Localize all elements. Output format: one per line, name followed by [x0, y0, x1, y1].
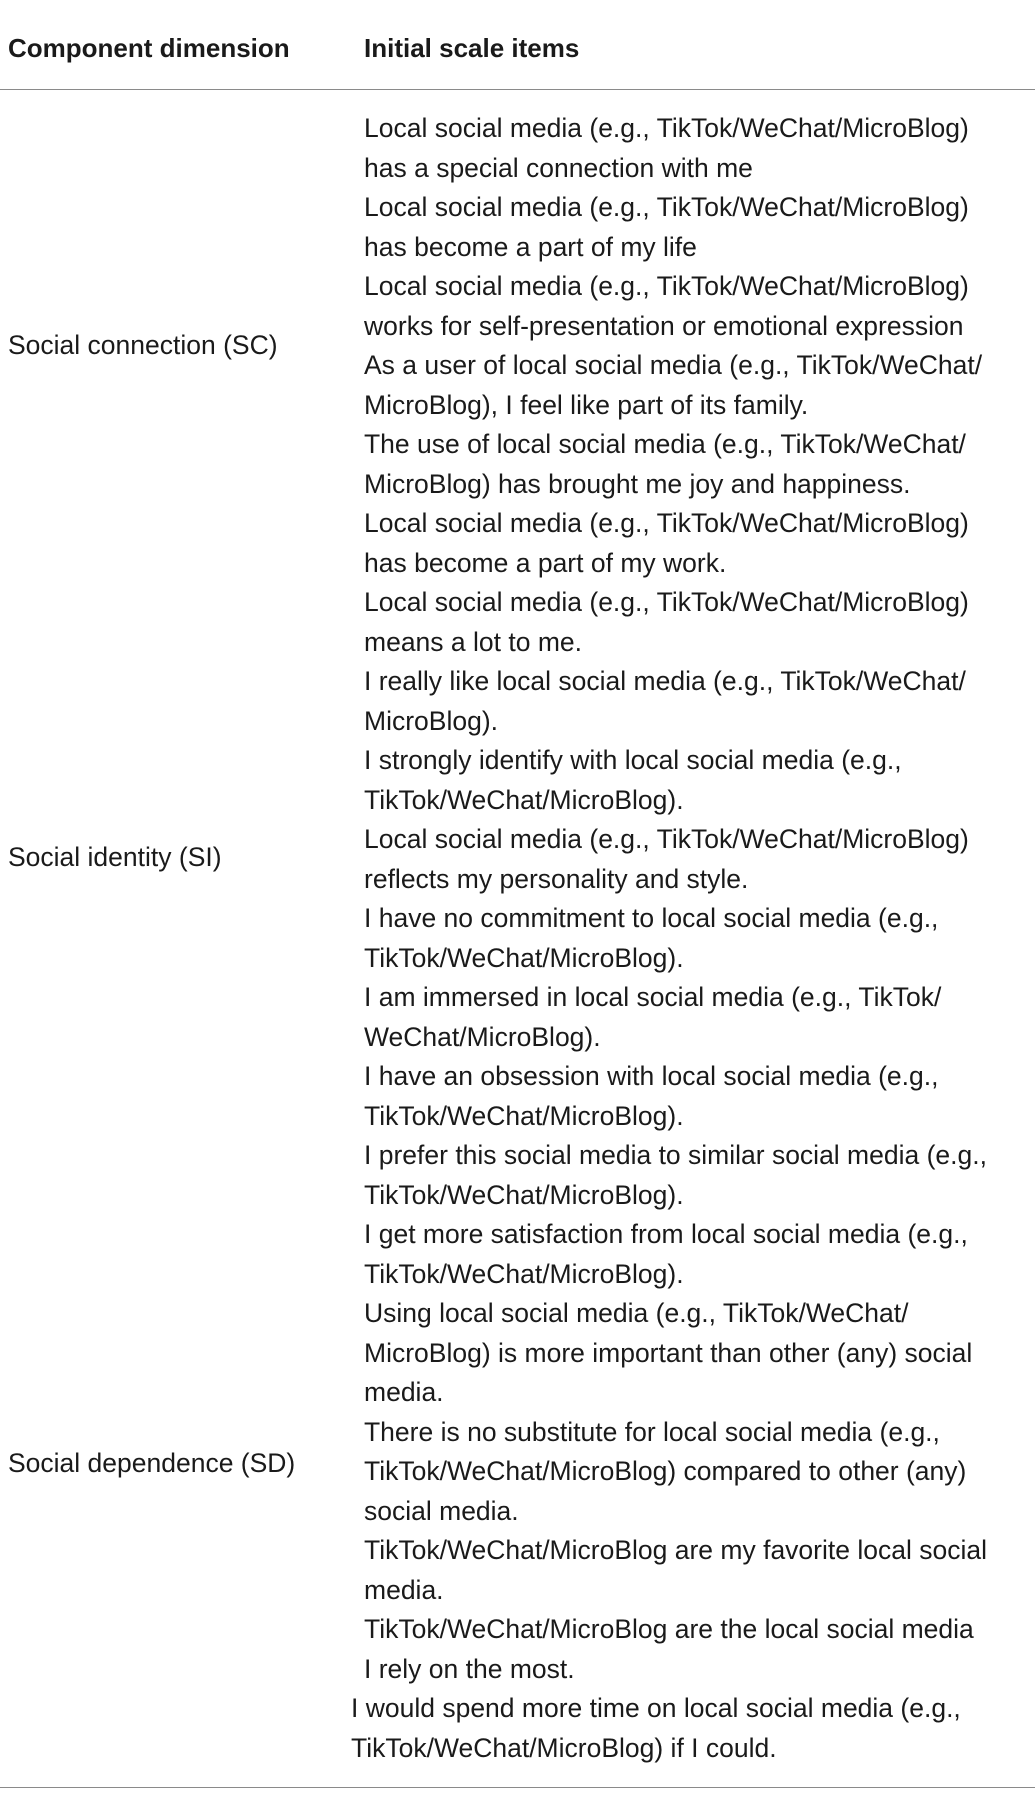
scale-item-line: Local social media (e.g., TikTok/WeChat/MicroBlog)	[364, 824, 969, 854]
scale-item-line: Local social media (e.g., TikTok/WeChat/MicroBlog)	[364, 508, 969, 538]
dimension-social-dependence: Social dependence (SD)	[8, 1448, 296, 1478]
scale-item-line: I am immersed in local social media (e.g., TikTok/	[364, 982, 942, 1012]
scale-item-line: Local social media (e.g., TikTok/WeChat/MicroBlog)	[364, 192, 969, 222]
scale-item-line: TikTok/WeChat/MicroBlog).	[364, 1100, 684, 1131]
scale-item-line: MicroBlog), I feel like part of its family.	[364, 389, 809, 420]
scale-item-line: There is no substitute for local social media (e.g.,	[364, 1416, 940, 1447]
scale-item-line: I strongly identify with local social media (e.g.,	[364, 745, 902, 775]
column-header-initial-scale-items: Initial scale items	[364, 33, 580, 63]
scale-item-line: I rely on the most.	[364, 1653, 575, 1684]
scale-item-line: TikTok/WeChat/MicroBlog) if I could.	[351, 1732, 777, 1763]
scale-item-line: I have an obsession with local social media (e.g.,	[364, 1061, 939, 1091]
scale-item	[364, 741, 1034, 820]
scale-item-line: has a special connection with me	[364, 152, 753, 183]
scale-item	[351, 1689, 1034, 1768]
scale-item-line: I would spend more time on local social media (e.g.,	[351, 1693, 961, 1723]
dimension-social-identity: Social identity (SI)	[8, 842, 222, 872]
scale-item-line: As a user of local social media (e.g., TikTok/WeChat/	[364, 350, 983, 380]
scale-item-line: WeChat/MicroBlog).	[364, 1021, 601, 1052]
scale-item-line: I have no commitment to local social media (e.g.,	[364, 903, 939, 933]
scale-item-line: Local social media (e.g., TikTok/WeChat/MicroBlog)	[364, 113, 969, 143]
scale-item	[364, 1215, 1034, 1294]
scale-item-line: TikTok/WeChat/MicroBlog are my favorite local social	[364, 1535, 987, 1565]
scale-item	[364, 899, 1034, 978]
scale-item-line: I get more satisfaction from local social media (e.g.,	[364, 1219, 968, 1249]
scale-item	[364, 425, 1034, 504]
scale-item-line: media.	[364, 1377, 444, 1407]
column-header-component-dimension: Component dimension	[8, 33, 290, 63]
scale-item-line: MicroBlog) has brought me joy and happiness.	[364, 468, 911, 499]
scale-item-line: Local social media (e.g., TikTok/WeChat/MicroBlog)	[364, 587, 969, 617]
scale-item-line: Local social media (e.g., TikTok/WeChat/MicroBlog)	[364, 271, 969, 301]
scale-item-line: has become a part of my life	[364, 231, 697, 262]
scale-item	[364, 1294, 1034, 1413]
scale-item-line: social media.	[364, 1495, 519, 1526]
scale-item	[364, 188, 1034, 267]
scale-item	[364, 978, 1034, 1057]
scale-item	[364, 346, 1034, 425]
scale-item	[364, 1136, 1034, 1215]
scale-item	[364, 583, 1034, 662]
scale-item-line: The use of local social media (e.g., TikTok/WeChat/	[364, 429, 966, 459]
scale-item	[364, 662, 1034, 741]
dimension-social-connection: Social connection (SC)	[8, 330, 278, 360]
scale-item	[364, 1531, 1034, 1610]
scale-item	[364, 1057, 1034, 1136]
scale-item-line: media.	[364, 1574, 444, 1605]
scale-item	[364, 109, 1034, 188]
scale-item-line: reflects my personality and style.	[364, 863, 749, 894]
scale-item-line: Using local social media (e.g., TikTok/WeChat/	[364, 1298, 909, 1328]
scale-item	[364, 504, 1034, 583]
scale-item-line: TikTok/WeChat/MicroBlog) compared to other (any)	[364, 1456, 967, 1486]
scale-item	[364, 267, 1034, 346]
scale-item	[364, 1610, 1034, 1689]
table-bottom-rule	[0, 1787, 1035, 1788]
scale-item	[364, 820, 1034, 899]
scale-item-line: MicroBlog) is more important than other (any) social	[364, 1337, 973, 1368]
scale-item-line: has become a part of my work.	[364, 547, 727, 578]
scale-item-line: MicroBlog).	[364, 705, 499, 736]
scale-item-line: I prefer this social media to similar social media (e.g.,	[364, 1140, 987, 1170]
scale-item-line: I really like local social media (e.g., TikTok/WeChat/	[364, 666, 966, 696]
scale-item-line: TikTok/WeChat/MicroBlog).	[364, 1258, 684, 1289]
scale-item-line: TikTok/WeChat/MicroBlog are the local social media	[364, 1614, 974, 1644]
scale-item-line: TikTok/WeChat/MicroBlog).	[364, 784, 684, 815]
scale-item-line: means a lot to me.	[364, 626, 582, 657]
table-header	[0, 0, 1035, 90]
scale-item	[364, 1413, 1034, 1532]
scale-item-line: TikTok/WeChat/MicroBlog).	[364, 1179, 684, 1210]
scale-item-line: works for self-presentation or emotional expression	[364, 310, 964, 341]
scale-item-line: TikTok/WeChat/MicroBlog).	[364, 942, 684, 973]
scale-items-list	[351, 109, 1034, 1768]
